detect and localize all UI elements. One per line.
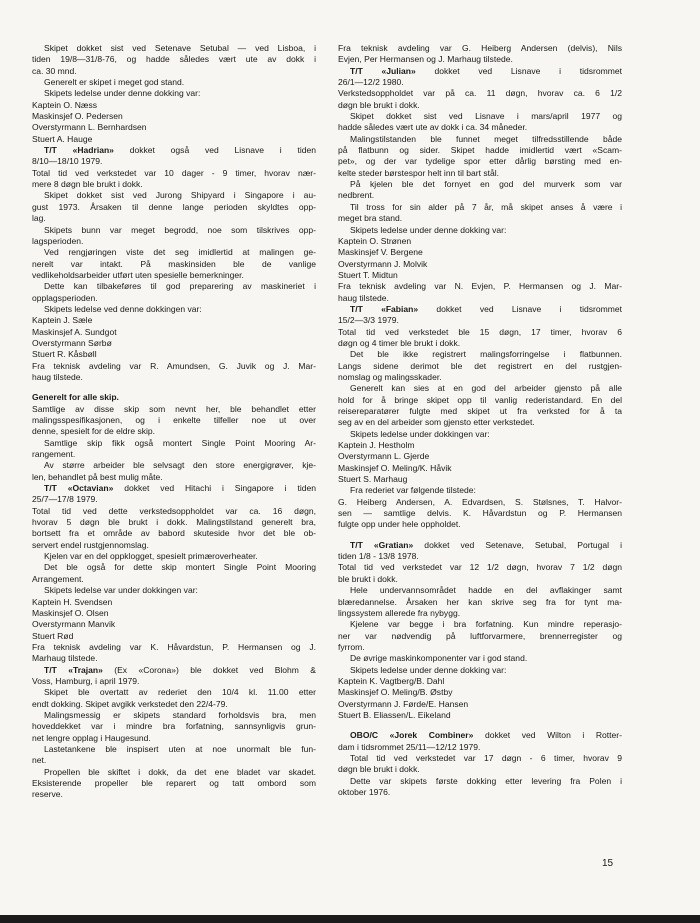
- text-line: [338, 519, 622, 530]
- text-line: [338, 202, 622, 213]
- text-line: [32, 111, 316, 122]
- text-line: [32, 506, 316, 517]
- text-line: [32, 619, 316, 630]
- line-text: dokket ved Lisnave i tidsrommet: [415, 65, 622, 76]
- text-line: [32, 168, 316, 179]
- text-line: [32, 631, 316, 642]
- line-text: dam i tidsrommet 25/11—12/12 1979.: [338, 741, 481, 752]
- line-text: blæredannelse. Årsaken her kan skrive seg fra for tynt ma-: [338, 596, 622, 607]
- line-text: reisereparatører fulgte med skipet ut fra verksted for å ta: [338, 406, 622, 416]
- text-line: [338, 54, 622, 65]
- text-line: [338, 787, 622, 798]
- line-text: ner var nødvendig på luftforvarmere, brennerregister og: [338, 630, 622, 641]
- line-text: Total tid ved dette verkstedsoppholdet var ca. 16 døgn,: [32, 505, 316, 516]
- line-text: Maskinsjef O. Meling/K. Håvik: [338, 462, 452, 473]
- line-text: Overstyrmann L. Gjerde: [338, 451, 430, 462]
- line-text: Marhaug tilstede.: [32, 653, 98, 664]
- text-line: [338, 653, 622, 664]
- ship-name-lead: T/T «Fabian»: [350, 303, 419, 314]
- text-line: [338, 764, 622, 775]
- scan-edge-border: [0, 915, 700, 923]
- text-line: [32, 472, 316, 483]
- text-line: [32, 733, 316, 744]
- line-text: Total tid ved verkstedet var 10 dager - 9 timer, hvorav nær-: [32, 167, 316, 178]
- line-text: 8/10—18/10 1979.: [32, 156, 103, 167]
- line-text: dokket ved Lisnave i tidsrommet: [418, 303, 622, 314]
- text-line: [32, 528, 316, 539]
- line-text: reserve.: [32, 789, 63, 800]
- text-line: [32, 236, 316, 247]
- paragraph-gap: [338, 721, 622, 730]
- text-line: [32, 145, 316, 156]
- line-text: vedlikeholdsarbeider utført uten spesielle bemerkninger.: [32, 269, 244, 280]
- line-text: Maskinsjef O. Olsen: [32, 607, 109, 618]
- line-text: ble brukt i dokk.: [338, 573, 398, 584]
- text-line: [338, 710, 622, 721]
- line-text: Evjen, Per Hermansen og J. Marhaug tilstede.: [338, 54, 513, 65]
- line-text: Av større arbeider ble selvsagt den store energigrøver, kje-: [44, 460, 316, 471]
- line-text: fulgte opp under hele oppholdet.: [338, 519, 461, 530]
- text-line: [338, 43, 622, 54]
- line-text: Overstyrmann Sørbø: [32, 337, 112, 348]
- text-line: [32, 315, 316, 326]
- text-line: [338, 281, 622, 292]
- line-text: Fra teknisk avdeling var K. Håvardstun, P. Hermansen og J.: [32, 641, 316, 652]
- text-line: [338, 474, 622, 485]
- text-line: [338, 395, 622, 406]
- text-line: [32, 653, 316, 664]
- text-line: [338, 315, 622, 326]
- text-line: [32, 460, 316, 471]
- text-line: [338, 619, 622, 630]
- line-text: Verkstedsoppholdet var på ca. 11 døgn, hvorav ca. 6 1/2: [338, 88, 622, 99]
- line-text: Arrangement.: [32, 573, 84, 584]
- text-line: [338, 574, 622, 585]
- line-text: hold for å bringe skipet opp til vanlig rederistandard. En del: [338, 394, 622, 405]
- text-line: [338, 730, 622, 741]
- text-line: [338, 508, 622, 519]
- text-line: [32, 179, 316, 190]
- line-text: haug tilstede.: [338, 292, 389, 303]
- text-line: [338, 349, 622, 360]
- text-line: [338, 134, 622, 145]
- text-line: [32, 574, 316, 585]
- line-text: servert endel rustgjennomslag.: [32, 539, 149, 550]
- text-line: [32, 449, 316, 460]
- ship-name-lead: T/T «Trajan»: [44, 664, 103, 675]
- line-text: Overstyrmann L. Bernhardsen: [32, 122, 147, 133]
- line-text: 26/1—12/2 1980.: [338, 77, 404, 88]
- text-line: [338, 304, 622, 315]
- line-text: pet», og der var tydelige spor etter dårlig børsting med en-: [338, 156, 622, 167]
- text-line: [32, 404, 316, 415]
- line-text: gust 1973. Årsaken til denne lange perioden skyldtes opp-: [32, 201, 316, 212]
- text-line: [338, 451, 622, 462]
- line-text: døgn ble brukt i dokk.: [338, 99, 420, 110]
- text-line: [338, 293, 622, 304]
- line-text: Skipets ledelse var under dokkingen var:: [44, 585, 198, 596]
- line-text: Total tid ved verkstedet var 12 1/2 døgn, hvorav 7 1/2 døgn: [338, 562, 622, 573]
- line-text: døgn og 4 timer ble brukt i dokk.: [338, 337, 461, 348]
- line-text: Fra teknisk avdeling var G. Heiberg Andersen (delvis), Nils: [338, 43, 622, 53]
- line-text: (Ex «Corona») ble dokket ved Blohm &: [102, 664, 316, 675]
- text-line: [32, 744, 316, 755]
- line-text: På kjelen ble det fornyet en god del murverk som var: [350, 179, 622, 190]
- line-text: Malingsmessig er skipets standard forholdsvis bra, men: [44, 709, 316, 720]
- text-line: [32, 540, 316, 551]
- line-text: dokket ved Hitachi i Singapore i tiden: [113, 483, 316, 494]
- line-text: Maskinsjef O. Pedersen: [32, 111, 123, 122]
- line-text: Skipet dokket sist ved Setenave Setubal — ved Lisboa, i: [44, 43, 316, 53]
- line-text: mere 8 døgn ble brukt i dokk.: [32, 179, 143, 190]
- line-text: Det ble ikke registrert malingsforringelse i flatbunnen.: [350, 349, 622, 360]
- line-text: hvorav 5 døgn ble brukt i dokk. Malingstilstand generelt bra,: [32, 517, 316, 528]
- paragraph-gap: [338, 531, 622, 540]
- ship-name-lead: T/T «Hadrian»: [44, 145, 114, 156]
- text-line: [338, 429, 622, 440]
- line-text: fyrrom.: [338, 641, 365, 652]
- text-line: [338, 145, 622, 156]
- line-text: Skipet dokket sist ved Lisnave i mars/april 1977 og: [350, 111, 622, 122]
- right-text-column: [338, 43, 622, 798]
- line-text: Propellen ble skiftet i dokk, da det ene bladet var skadet.: [44, 766, 316, 777]
- line-text: Kaptein K. Vagtberg/B. Dahl: [338, 675, 445, 686]
- text-line: [32, 77, 316, 88]
- text-line: [32, 642, 316, 653]
- line-text: oktober 1976.: [338, 787, 391, 797]
- text-line: [32, 494, 316, 505]
- line-text: Samtlige skip fikk også montert Single Point Mooring Ar-: [44, 437, 316, 448]
- text-line: [338, 77, 622, 88]
- line-text: Kjelen var en del oppklogget, spesielt primæroverheater.: [44, 551, 258, 562]
- text-line: [338, 608, 622, 619]
- line-text: bortsett fra et område av babord skuteside hvor det ble ob-: [32, 528, 316, 539]
- line-text: Stuert A. Hauge: [32, 133, 93, 144]
- text-line: [338, 259, 622, 270]
- line-text: Generelt kan sies at en god del arbeider gjensto på alle: [350, 383, 622, 394]
- text-line: [32, 551, 316, 562]
- line-text: lagsperioden.: [32, 235, 84, 246]
- text-line: [32, 608, 316, 619]
- text-line: [338, 338, 622, 349]
- text-line: [338, 213, 622, 224]
- text-line: [338, 540, 622, 551]
- line-text: Kjelene var begge i bra forfatning. Kun mindre reperasjo-: [350, 619, 622, 630]
- ship-name-lead: T/T «Julian»: [350, 65, 416, 76]
- line-text: Total tid ved verkstedet ble 15 døgn, 17 timer, hvorav 6: [338, 326, 622, 337]
- text-line: [338, 327, 622, 338]
- text-line: [338, 88, 622, 99]
- line-text: Kaptein J. Sæle: [32, 315, 93, 326]
- line-text: seg av en del arbeider som gjensto etter verkstedet.: [338, 417, 535, 428]
- text-line: [32, 665, 316, 676]
- line-text: Generelt for alle skip.: [32, 392, 119, 403]
- text-line: [338, 190, 622, 201]
- line-text: tiden 19/8—31/8-76, og hadde således vært ute av dokk i: [32, 54, 316, 65]
- text-line: [32, 156, 316, 167]
- line-text: nedbrent.: [338, 190, 375, 201]
- text-line: [32, 66, 316, 77]
- ship-name-lead: OBO/C «Jorek Combiner»: [350, 730, 474, 741]
- line-text: Stuert Rød: [32, 630, 74, 641]
- line-text: Maskinsjef O. Meling/B. Østby: [338, 687, 453, 698]
- line-text: rangement.: [32, 449, 76, 460]
- text-line: [338, 111, 622, 122]
- line-text: haug tilstede.: [32, 371, 83, 382]
- text-line: [32, 134, 316, 145]
- text-line: [32, 43, 316, 54]
- text-line: [32, 270, 316, 281]
- line-text: Skipets ledelse under dokkingen var:: [350, 428, 490, 439]
- text-line: [32, 585, 316, 596]
- line-text: Generelt er skipet i meget god stand.: [44, 77, 185, 88]
- text-line: [338, 776, 622, 787]
- text-line: [32, 349, 316, 360]
- text-line: [338, 122, 622, 133]
- line-text: lag.: [32, 213, 46, 224]
- paragraph-gap: [32, 383, 316, 392]
- line-text: Skipet ble overtatt av rederiet den 10/4 kl. 11.00 etter: [44, 687, 316, 698]
- text-line: [32, 778, 316, 789]
- text-line: [338, 440, 622, 451]
- line-text: len, behandlet på best mulig måte.: [32, 471, 163, 482]
- text-line: [338, 585, 622, 596]
- line-text: sen — samtlige delvis. K. Håvardstun og P. Hermansen: [338, 508, 622, 519]
- line-text: Samtlige av disse skip som nevnt her, ble behandlet etter: [32, 403, 316, 414]
- text-line: [338, 497, 622, 508]
- line-text: nomslag og malingsskader.: [338, 371, 442, 382]
- text-line: [338, 406, 622, 417]
- ship-name-lead: T/T «Gratian»: [350, 539, 414, 550]
- text-line: [32, 415, 316, 426]
- text-line: [32, 426, 316, 437]
- line-text: Skipets ledelse ved denne dokkingen var:: [44, 303, 202, 314]
- text-line: [338, 463, 622, 474]
- text-line: [32, 392, 316, 403]
- text-line: [32, 438, 316, 449]
- text-line: [32, 755, 316, 766]
- text-line: [32, 190, 316, 201]
- text-line: [32, 213, 316, 224]
- line-text: døgn ble brukt i dokk.: [338, 764, 420, 775]
- text-line: [338, 270, 622, 281]
- line-text: Skipet dokket sist ved Jurong Shipyard i Singapore i au-: [44, 190, 316, 201]
- text-line: [32, 721, 316, 732]
- text-line: [338, 597, 622, 608]
- text-line: [32, 88, 316, 99]
- line-text: Dette kan tilbakeføres til god preparering av maskineriet i: [44, 281, 316, 292]
- text-line: [338, 485, 622, 496]
- line-text: Lastetankene ble inspisert uten at noe unormalt ble fun-: [44, 743, 316, 754]
- text-line: [32, 483, 316, 494]
- text-line: [32, 122, 316, 133]
- line-text: Langs sidene derimot ble det registrert en del rustgjen-: [338, 360, 622, 371]
- text-line: [338, 247, 622, 258]
- line-text: Stuert T. Midtun: [338, 269, 398, 280]
- text-line: [338, 753, 622, 764]
- text-line: [32, 767, 316, 778]
- text-line: [338, 642, 622, 653]
- text-line: [32, 676, 316, 687]
- text-line: [32, 100, 316, 111]
- line-text: ca. 30 mnd.: [32, 65, 77, 76]
- text-line: [338, 417, 622, 428]
- text-line: [338, 66, 622, 77]
- line-text: Fra teknisk avdeling var N. Evjen, P. Hermansen og J. Mar-: [338, 281, 622, 292]
- line-text: hadde således vært ute av dokk i ca. 34 måneder.: [338, 122, 528, 133]
- line-text: tiden 1/8 - 13/8 1978.: [338, 551, 419, 562]
- line-text: dokket ved Setenave, Setubal, Portugal i: [413, 539, 622, 550]
- text-line: [32, 562, 316, 573]
- text-line: [32, 304, 316, 315]
- line-text: Kaptein H. Svendsen: [32, 596, 113, 607]
- line-text: net lengre opplag i Haugesund.: [32, 732, 151, 743]
- line-text: opplagsperioden.: [32, 292, 98, 303]
- line-text: Kaptein J. Hestholm: [338, 440, 415, 451]
- text-line: [338, 225, 622, 236]
- left-text-column: [32, 43, 316, 801]
- text-line: [32, 597, 316, 608]
- line-text: Stuert R. Kåsbøll: [32, 349, 97, 360]
- line-text: kelte steder børstespor helt inn til bart stål.: [338, 167, 500, 178]
- line-text: Skipets bunn var meget begrodd, noe som tilskrives opp-: [44, 224, 316, 235]
- line-text: Stuert S. Marhaug: [338, 474, 408, 485]
- text-line: [338, 100, 622, 111]
- line-text: Skipets ledelse under denne dokking var:: [350, 664, 507, 675]
- line-text: Overstyrmann J. Førde/E. Hansen: [338, 698, 469, 709]
- line-text: på flatbunn og sider. Skipet hadde imidlertid vært «Scam-: [338, 145, 622, 156]
- text-line: [32, 327, 316, 338]
- line-text: Maskinsjef V. Bergene: [338, 247, 423, 258]
- ship-name-lead: T/T «Octavian»: [44, 483, 114, 494]
- text-line: [32, 687, 316, 698]
- text-line: [32, 789, 316, 800]
- text-line: [338, 156, 622, 167]
- line-text: Det ble også for dette skip montert Single Point Mooring: [44, 562, 316, 573]
- text-line: [32, 259, 316, 270]
- line-text: Voss, Hamburg, i april 1979.: [32, 675, 140, 686]
- text-line: [338, 551, 622, 562]
- line-text: net.: [32, 755, 47, 766]
- text-line: [32, 517, 316, 528]
- text-line: [338, 665, 622, 676]
- line-text: Skipets ledelse under denne dokking var:: [44, 88, 201, 99]
- line-text: meget bra stand.: [338, 213, 403, 224]
- text-line: [338, 687, 622, 698]
- line-text: Fra teknisk avdeling var R. Amundsen, G. Juvik og J. Mar-: [32, 360, 316, 371]
- text-line: [32, 281, 316, 292]
- line-text: Til tross for sin alder på 7 år, må skipet anses å være i: [350, 201, 622, 212]
- line-text: Hele undervannsområdet hadde en del avflakinger samt: [350, 585, 622, 596]
- line-text: Malingstilstanden ble funnet meget tilfredsstillende både: [350, 133, 622, 144]
- text-line: [338, 562, 622, 573]
- line-text: G. Heiberg Andersen, A. Edvardsen, S. Stølsnes, T. Halvor-: [338, 496, 622, 507]
- line-text: 15/2—3/3 1979.: [338, 315, 399, 326]
- page-number: 15: [602, 858, 614, 869]
- text-line: [32, 202, 316, 213]
- line-text: Total tid ved verkstedet var 17 døgn - 6 timer, hvorav 9: [350, 752, 622, 763]
- line-text: malingsspesifikasjonen, og i enkelte tilfeller noe ut over: [32, 415, 316, 425]
- text-line: [32, 361, 316, 372]
- text-line: [32, 338, 316, 349]
- line-text: Ved rengjøringen viste det seg imidlertid at malingen ge-: [44, 247, 316, 258]
- text-line: [32, 225, 316, 236]
- text-line: [32, 54, 316, 65]
- line-text: nerelt var intakt. På maskinsiden ble de vanlige: [32, 258, 316, 269]
- text-line: [32, 710, 316, 721]
- text-line: [32, 699, 316, 710]
- text-line: [338, 372, 622, 383]
- line-text: De øvrige maskinkomponenter var i god stand.: [350, 653, 528, 664]
- line-text: Stuert B. Eliassen/L. Eikeland: [338, 709, 451, 720]
- line-text: Overstyrmann Manvik: [32, 619, 116, 630]
- line-text: 25/7—17/8 1979.: [32, 494, 98, 505]
- text-line: [338, 236, 622, 247]
- text-line: [338, 383, 622, 394]
- line-text: Dette var skipets første dokking etter levering fra Polen i: [350, 775, 622, 786]
- line-text: dokket ved Wilton i Rotter-: [473, 730, 622, 741]
- line-text: Overstyrmann J. Molvik: [338, 258, 428, 269]
- text-line: [338, 742, 622, 753]
- line-text: Kaptein O. Strønen: [338, 235, 412, 246]
- line-text: Fra rederiet var følgende tilstede:: [350, 485, 476, 496]
- line-text: Skipets ledelse under denne dokking var:: [350, 224, 507, 235]
- line-text: endt dokking. Skipet avgikk verkstedet den 22/4-79.: [32, 698, 228, 709]
- line-text: denne, spesielt for de eldre skip.: [32, 426, 156, 437]
- text-line: [338, 168, 622, 179]
- text-line: [338, 676, 622, 687]
- text-line: [32, 372, 316, 383]
- line-text: Maskinsjef A. Sundgot: [32, 326, 117, 337]
- line-text: Eksisterende propeller ble reparert og tatt ombord som: [32, 778, 316, 788]
- text-line: [338, 361, 622, 372]
- line-text: Kaptein O. Næss: [32, 99, 98, 110]
- text-line: [32, 293, 316, 304]
- text-line: [338, 631, 622, 642]
- line-text: hoveddekket var i mindre bra forfatning, sannsynligvis grun-: [32, 721, 316, 732]
- line-text: lingssystem allerede fra nybygg.: [338, 607, 461, 618]
- line-text: dokket også ved Lisnave i tiden: [113, 145, 316, 156]
- text-line: [32, 247, 316, 258]
- text-line: [338, 699, 622, 710]
- text-line: [338, 179, 622, 190]
